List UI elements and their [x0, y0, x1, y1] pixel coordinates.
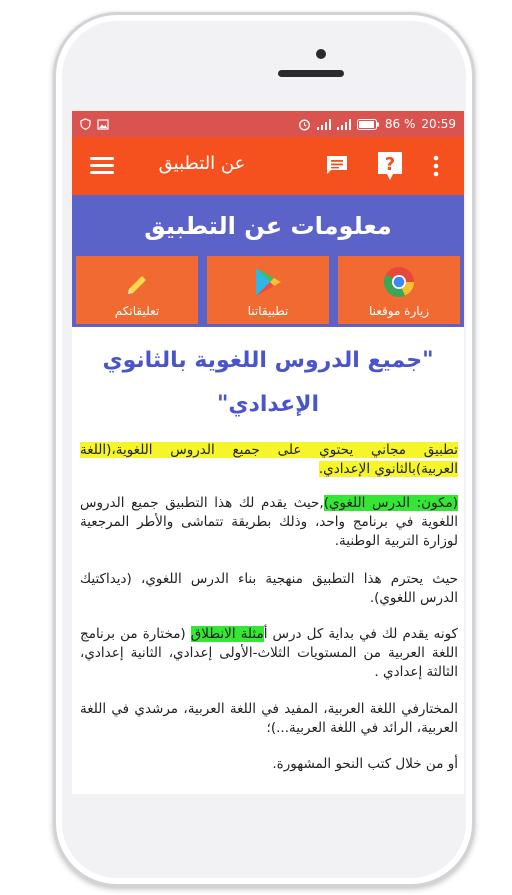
our-apps-tile[interactable]	[207, 256, 329, 324]
about-headline: "جميع الدروس اللغوية بالثانوي الإعدادي"	[102, 348, 434, 417]
bottom-fade	[72, 774, 464, 794]
signal-icon-2	[337, 119, 351, 130]
status-left	[80, 118, 109, 130]
paragraph-grammar	[80, 755, 458, 774]
feedback-tile[interactable]	[76, 256, 198, 324]
earpiece-speaker	[278, 70, 344, 77]
app-bar	[72, 137, 464, 195]
about-content	[72, 327, 464, 794]
examples-text-rest: (مختارة من برنامج اللغة العربية من المستويات الثلاث-الأولى إعدادي، الثانية إعدادي، الثالثة إعدادي .	[80, 626, 458, 680]
intro-highlight: تطبيق مجاني يحتوي على جميع الدروس اللغوية،(اللغة العربية)بالثانوي الإعدادي.	[80, 442, 458, 477]
status-bar	[72, 111, 464, 137]
app-screen	[72, 111, 464, 794]
front-camera	[316, 49, 326, 59]
banner-title: معلومات عن التطبيق	[144, 211, 392, 240]
examples-highlight: مثلة الانطلاق	[190, 626, 264, 642]
play-store-icon	[253, 266, 283, 298]
clock: 20:59	[421, 117, 456, 131]
paragraph-examples	[80, 625, 458, 682]
methodology-text: حيث يحترم هذا التطبيق منهجية بناء الدرس اللغوي، (ديداكتيك الدرس اللغوي).	[80, 571, 458, 606]
shield-icon	[80, 118, 91, 130]
feedback-tile-label: تعليقاتكم	[114, 304, 160, 318]
alarm-icon	[298, 118, 311, 131]
paragraph-component	[80, 494, 458, 551]
signal-icon	[317, 119, 331, 130]
appbar-title: عن التطبيق	[158, 153, 246, 174]
paragraph-books	[80, 700, 458, 738]
website-tile[interactable]	[338, 256, 460, 324]
paragraph-intro	[80, 441, 458, 479]
info-banner	[72, 195, 464, 256]
pencil-icon	[124, 272, 150, 298]
battery-icon	[357, 119, 379, 130]
website-tile-label: زيارة موقعنا	[368, 304, 430, 318]
menu-icon[interactable]	[90, 154, 114, 176]
chat-icon[interactable]	[325, 155, 349, 175]
grammar-text: أو من خلال كتب النحو المشهورة.	[272, 756, 458, 772]
status-right	[298, 117, 456, 131]
image-icon	[97, 119, 109, 130]
our-apps-tile-label: تطبيقاتنا	[247, 304, 289, 318]
paragraph-methodology	[80, 570, 458, 608]
component-highlight: (مكون: الدرس اللغوي)	[323, 495, 458, 511]
battery-percent: 86 %	[384, 117, 416, 131]
help-icon[interactable]	[377, 151, 403, 181]
examples-text-start: كونه يقدم لك في بداية كل درس أ	[263, 626, 458, 642]
component-text: ,حيث يقدم لك هذا التطبيق جميع الدروس اللغوية في برنامج واحد، وذلك بطريقة تتماشى والأطر المرجعية لوزارة التربية الوطنية.	[80, 495, 458, 549]
books-text: المختارفي اللغة العربية، المفيد في اللغة العربية، مرشدي في اللغة العربية، الرائد في اللغة العربية...)؛	[80, 701, 458, 736]
more-vert-icon[interactable]	[432, 155, 440, 177]
action-tiles	[72, 256, 464, 327]
chrome-icon	[383, 266, 415, 298]
svg-text:?: ?	[384, 154, 396, 175]
